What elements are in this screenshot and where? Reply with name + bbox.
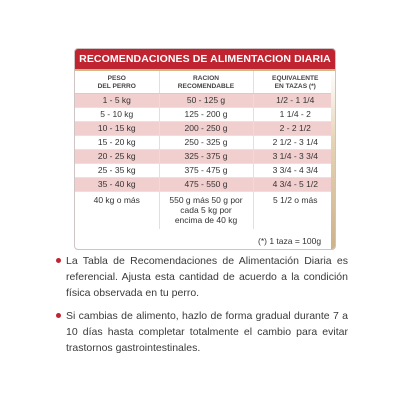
bullet-text: La Tabla de Recomendaciones de Alimentación Diaria es referencial. Ajusta esta cantidad de acuerdo a la condición física observada en tu perro. <box>66 255 348 299</box>
ration-line: 550 g más 50 g por <box>169 195 243 205</box>
header-ration-line2: RECOMENDABLE <box>177 83 235 90</box>
bullet-dot-icon <box>56 313 61 318</box>
bullet-item <box>66 253 348 301</box>
table-row <box>75 136 336 150</box>
table-row <box>75 178 336 192</box>
header-weight-line1: PESO <box>107 75 126 82</box>
cell-cups: 1 1/4 - 2 <box>253 108 336 122</box>
bullet-dot-icon <box>56 258 61 263</box>
ration-line: cada 5 kg por <box>180 205 232 215</box>
cell-cups: 3 3/4 - 4 3/4 <box>253 164 336 178</box>
cell-ration <box>159 192 253 230</box>
cell-cups: 4 3/4 - 5 1/2 <box>253 178 336 192</box>
feeding-table-card <box>74 48 336 250</box>
cell-ration: 50 - 125 g <box>159 94 253 108</box>
table-row <box>75 122 336 136</box>
table-row <box>75 108 336 122</box>
bullet-item <box>66 308 348 356</box>
cell-weight: 10 - 15 kg <box>75 122 159 136</box>
cell-weight: 5 - 10 kg <box>75 108 159 122</box>
header-weight-line2: DEL PERRO <box>97 83 136 90</box>
cell-weight: 15 - 20 kg <box>75 136 159 150</box>
cell-cups: 3 1/4 - 3 3/4 <box>253 150 336 164</box>
header-cups-line1: EQUIVALENTE <box>272 75 319 82</box>
cell-weight: 1 - 5 kg <box>75 94 159 108</box>
cell-ration: 200 - 250 g <box>159 122 253 136</box>
header-cups <box>253 71 336 94</box>
header-weight <box>75 71 159 94</box>
cell-cups: 5 1/2 o más <box>253 192 336 230</box>
table-row <box>75 94 336 108</box>
header-cups-line2: EN TAZAS (*) <box>274 83 316 90</box>
card-side-accent <box>331 71 335 249</box>
table-row <box>75 150 336 164</box>
cell-cups: 1/2 - 1 1/4 <box>253 94 336 108</box>
cell-ration: 375 - 475 g <box>159 164 253 178</box>
cell-cups: 2 1/2 - 3 1/4 <box>253 136 336 150</box>
cell-weight: 25 - 35 kg <box>75 164 159 178</box>
cell-weight: 35 - 40 kg <box>75 178 159 192</box>
cell-ration: 125 - 200 g <box>159 108 253 122</box>
cell-cups: 2 - 2 1/2 <box>253 122 336 136</box>
table-row <box>75 164 336 178</box>
cup-footnote: (*) 1 taza = 100g <box>258 236 322 246</box>
ration-line: encima de 40 kg <box>174 215 238 225</box>
bullet-text: Si cambias de alimento, hazlo de forma gradual durante 7 a 10 días hasta completar totalmente el cambio para evitar trastornos gastrointestinales. <box>66 310 348 354</box>
feeding-table <box>75 71 336 229</box>
cell-ration: 475 - 550 g <box>159 178 253 192</box>
table-row <box>75 192 336 230</box>
cell-weight: 40 kg o más <box>75 192 159 230</box>
header-ration <box>159 71 253 94</box>
table-header-row <box>75 71 336 94</box>
table-title: RECOMENDACIONES DE ALIMENTACION DIARIA <box>75 49 335 69</box>
cell-ration: 250 - 325 g <box>159 136 253 150</box>
cell-weight: 20 - 25 kg <box>75 150 159 164</box>
cell-ration: 325 - 375 g <box>159 150 253 164</box>
header-ration-line1: RACION <box>192 75 219 82</box>
